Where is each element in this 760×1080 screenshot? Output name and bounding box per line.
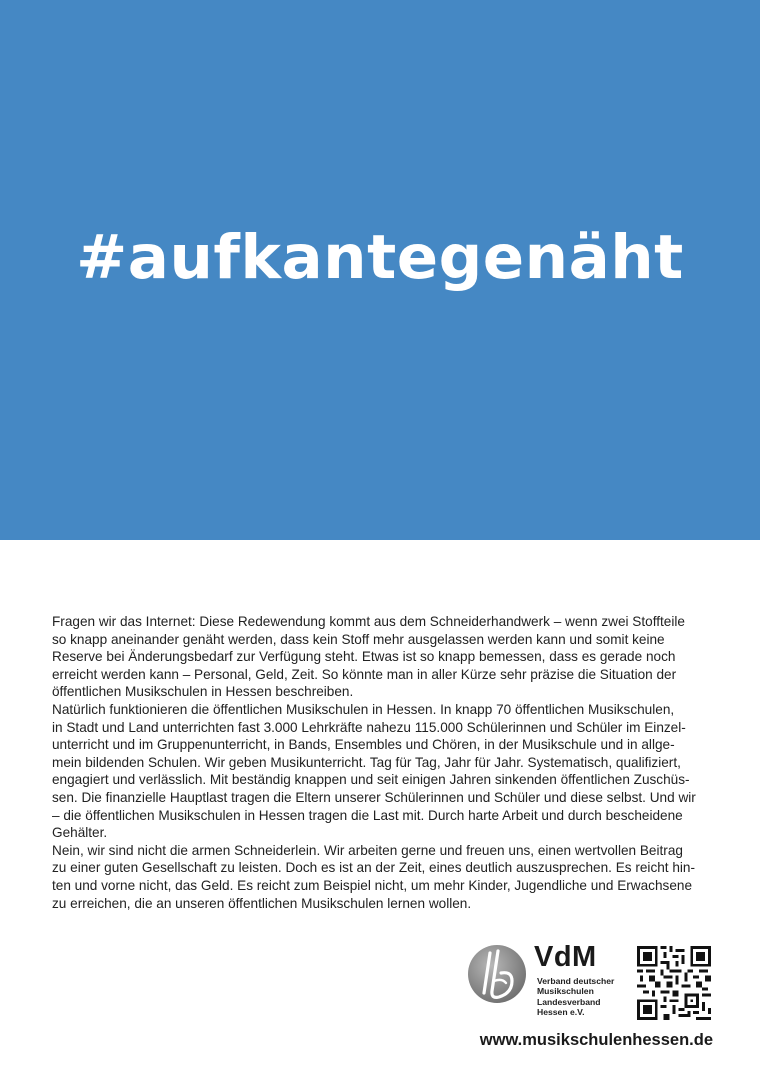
qr-code-icon[interactable] (637, 946, 711, 1020)
text-line: öffentlichen Musikschulen in Hessen beschreiben. (52, 684, 354, 700)
text-line: mein bildenden Schulen. Wir geben Musikunterricht. Tag für Tag, Jahr für Jahr. Systematisch, qualifiziert, (52, 754, 681, 770)
logo-sub-line: Verband deutscher (537, 976, 615, 986)
text-line: erreicht werden kann – Personal, Geld, Zeit. So könnte man in aller Kürze sehr präzise die Situation der (52, 666, 677, 682)
body-text (52, 613, 724, 912)
vdm-logo (468, 943, 718, 1023)
text-line: Nein, wir sind nicht die armen Schneiderlein. Wir arbeiten gerne und freuen uns, einen wertvollen Beitrag (52, 842, 683, 858)
vdm-logo-icon (468, 945, 526, 1003)
text-line: Gehälter. (52, 825, 108, 841)
text-line: Fragen wir das Internet: Diese Redewendung kommt aus dem Schneiderhandwerk – wenn zwei Stoffteile (52, 614, 685, 629)
text-line: Reserve bei Änderungsbedarf zur Verfügung steht. Etwas ist so knapp bemessen, dass es gerade noch (52, 649, 676, 665)
text-line: so knapp aneinander genäht werden, dass kein Stoff mehr ausgelassen werden kann und somit keine (52, 631, 665, 647)
text-line: Natürlich funktionieren die öffentlichen Musikschulen in Hessen. In knapp 70 öffentlichen Musikschulen, (52, 701, 675, 717)
campaign-hashtag: #aufkantegenäht (76, 222, 684, 293)
text-line: – die öffentlichen Musikschulen in Hessen tragen die Last mit. Durch harte Arbeit und durch bescheidene (52, 807, 683, 823)
text-line: ten und vorne nicht, das Geld. Es reicht zum Beispiel nicht, um mehr Kinder, Jugendliche und Erwachsene (52, 877, 693, 893)
text-line: zu erreichen, die an unseren öffentlichen Musikschulen lernen wollen. (52, 895, 472, 911)
text-line: in Stadt und Land unterrichten fast 3.000 Lehrkräfte nahezu 115.000 Schülerinnen und Schüler im Einzel- (52, 719, 686, 735)
text-line: sen. Die finanzielle Hauptlast tragen die Eltern unserer Schülerinnen und Schüler und diese selbst. Und wir (52, 789, 696, 805)
logo-sub-line: Musikschulen (537, 986, 594, 997)
website-url[interactable]: www.musikschulenhessen.de (479, 1031, 713, 1049)
logo-subtitle (537, 976, 614, 1018)
logo-title: VdM (534, 941, 597, 973)
text-line: engagiert und verlässlich. Mit beständig knappen und seit einigen Jahren sinkenden öffentlichen Zuschüs- (52, 772, 690, 788)
logo-sub-line: Landesverband (537, 996, 601, 1007)
text-line: zu einer guten Gesellschaft zu leisten. Doch es ist an der Zeit, eines deutlich auszusprechen. Es reicht hin- (52, 860, 696, 876)
text-line: unterricht und im Gruppenunterricht, in Bands, Ensembles und Chören, in der Musikschule und in allge- (52, 737, 675, 753)
logo-sub-line: Hessen e.V. (537, 1007, 585, 1018)
